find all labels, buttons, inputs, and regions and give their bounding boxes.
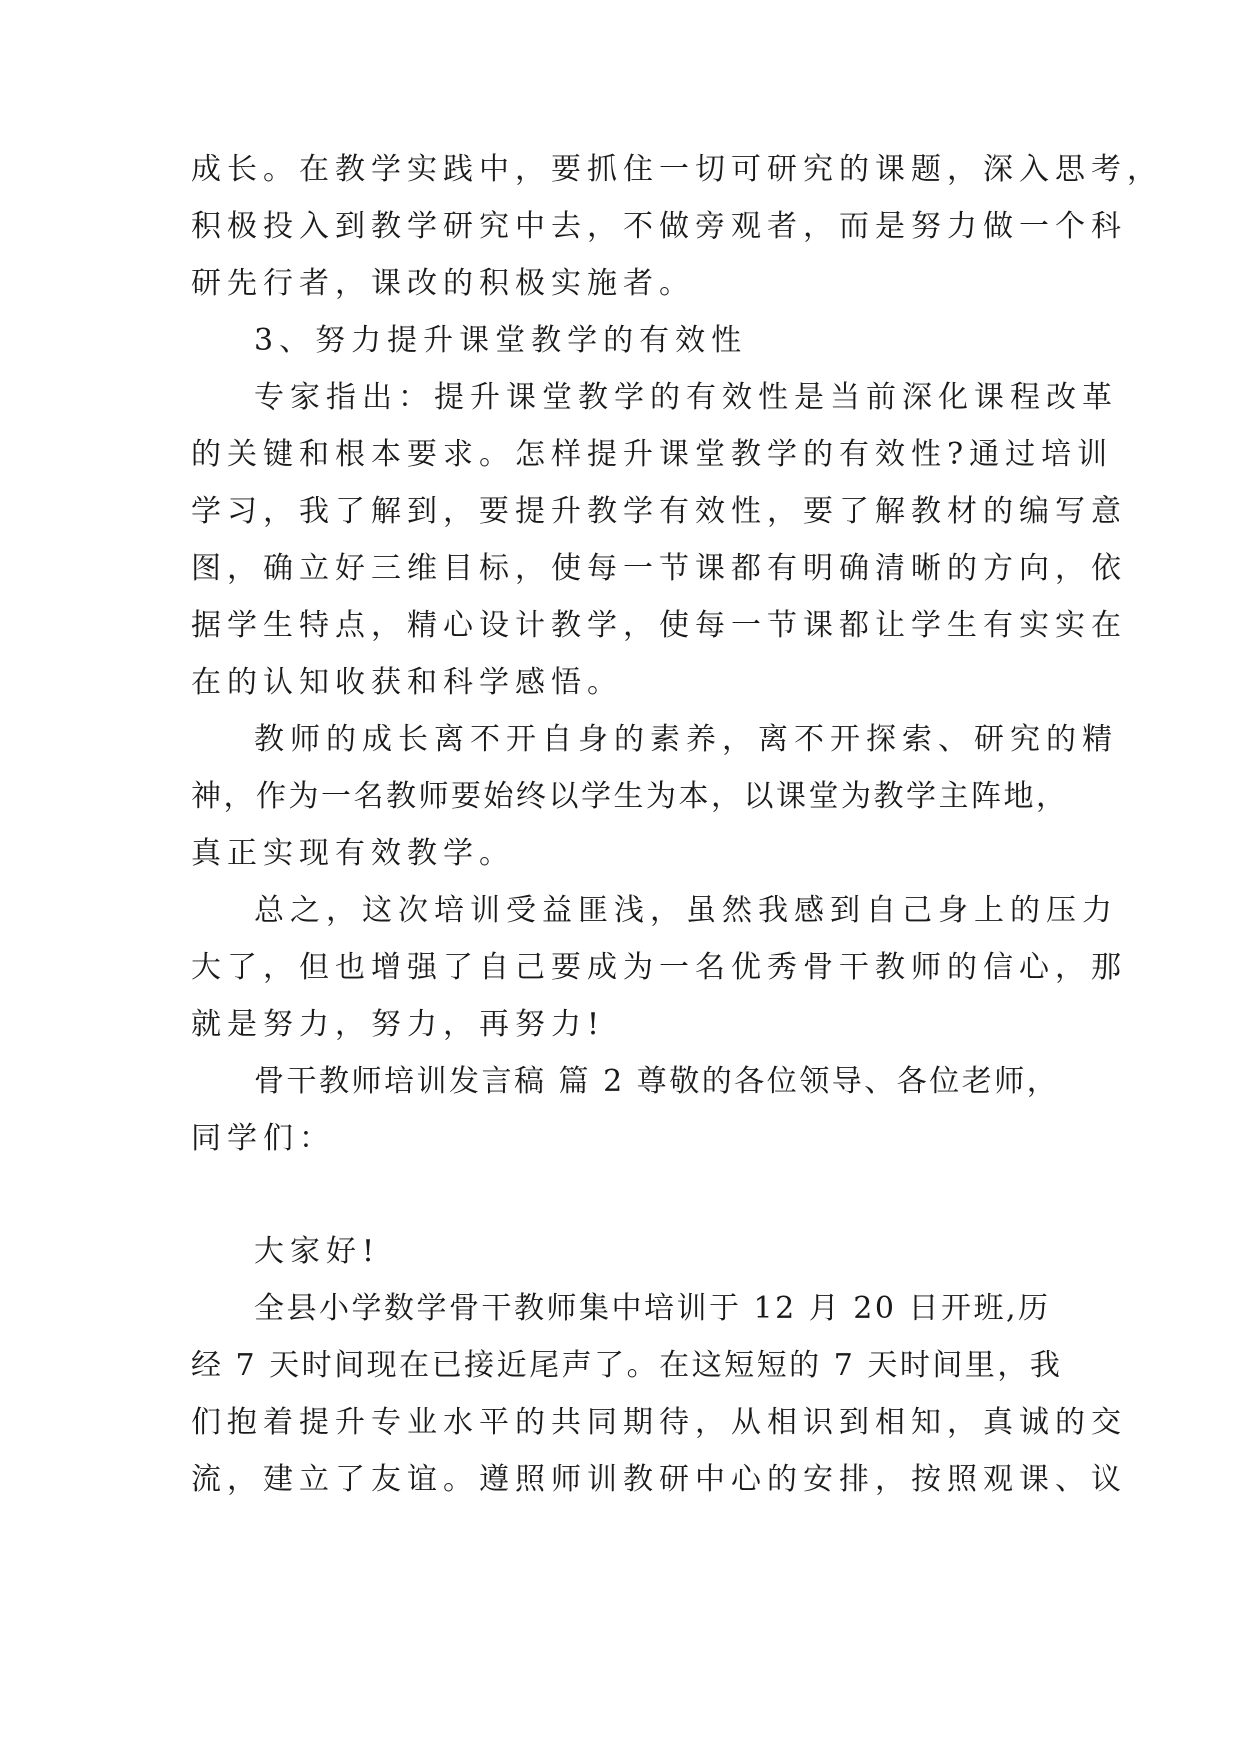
text-line: 骨干教师培训发言稿 篇 2 尊敬的各位领导、各位老师，: [254, 1064, 1060, 1099]
text-line: 经 7 天时间现在已接近尾声了。在这短短的 7 天时间里，我: [191, 1348, 1063, 1383]
text-line: 神，作为一名教师要始终以学生为本，以课堂为教学主阵地，: [191, 779, 1069, 814]
text-line: 研先行者，课改的积极实施者。: [191, 266, 695, 301]
greeting: 大家好!: [254, 1234, 381, 1269]
text-line: 们抱着提升专业水平的共同期待，从相识到相知，真诚的交: [191, 1405, 1127, 1440]
text-line: 同学们：: [191, 1121, 335, 1156]
text-line: 据学生特点，精心设计教学，使每一节课都让学生有实实在: [191, 608, 1127, 643]
text-line: 就是努力，努力，再努力!: [191, 1007, 606, 1042]
text-line: 真正实现有效教学。: [191, 836, 515, 871]
text-line: 积极投入到教学研究中去，不做旁观者，而是努力做一个科: [191, 209, 1127, 244]
text-line: 专家指出：提升课堂教学的有效性是当前深化课程改革: [254, 380, 1118, 415]
text-line: 教师的成长离不开自身的素养，离不开探索、研究的精: [254, 722, 1118, 757]
text-line: 图，确立好三维目标，使每一节课都有明确清晰的方向，依: [191, 551, 1127, 586]
text-line: 在的认知收获和科学感悟。: [191, 665, 623, 700]
text-line: 大了，但也增强了自己要成为一名优秀骨干教师的信心，那: [191, 950, 1127, 985]
text-line: 流，建立了友谊。遵照师训教研中心的安排，按照观课、议: [191, 1462, 1127, 1497]
text-line: 总之，这次培训受益匪浅，虽然我感到自己身上的压力: [254, 893, 1118, 928]
text-line: 全县小学数学骨干教师集中培训于 12 月 20 日开班,历: [254, 1291, 1051, 1326]
text-line: 的关键和根本要求。怎样提升课堂教学的有效性?通过培训: [191, 437, 1114, 472]
text-line: 学习，我了解到，要提升教学有效性，要了解教材的编写意: [191, 494, 1127, 529]
text-line: 成长。在教学实践中，要抓住一切可研究的课题，深入思考，: [191, 152, 1163, 187]
section-heading: 3、努力提升课堂教学的有效性: [254, 323, 748, 358]
